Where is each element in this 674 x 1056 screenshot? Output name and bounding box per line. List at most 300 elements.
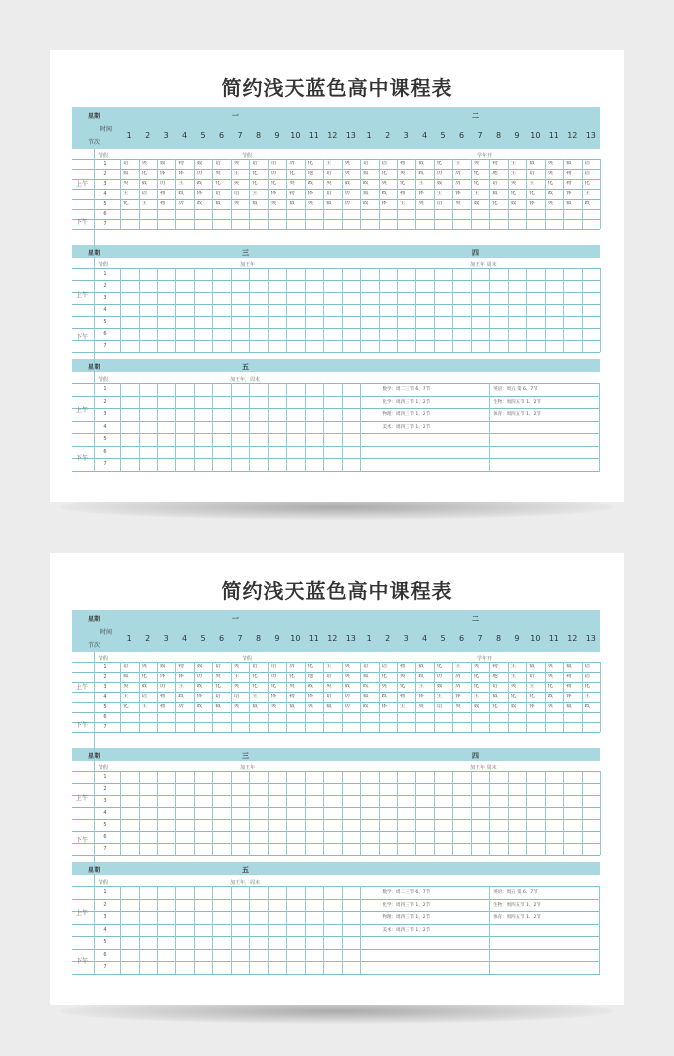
xingqi-label: 星期 [88, 364, 101, 371]
week-number: 6 [458, 131, 465, 140]
row-line [72, 672, 600, 673]
period-number: 2 [103, 786, 107, 792]
course-cell: 生 [584, 694, 591, 699]
period-number: 5 [103, 436, 107, 442]
course-cell: 英 [344, 664, 351, 669]
jieci-label: 节次 [88, 642, 101, 649]
course-cell: 政 [363, 181, 369, 186]
course-cell: 体 [307, 191, 314, 196]
course-cell: 历 [178, 201, 184, 206]
course-cell: 语 [326, 674, 332, 679]
week-number: 6 [218, 131, 225, 140]
row-line [72, 795, 600, 796]
course-cell: 数 [289, 704, 295, 709]
column-line [249, 159, 250, 229]
timetable-sheet [72, 107, 600, 475]
course-cell: 化 [252, 181, 258, 186]
course-cell: 历 [436, 674, 443, 679]
schedule-note: 生物：周四五节 1、2节 [493, 902, 541, 908]
period-number: 4 [103, 191, 107, 197]
period-number: 3 [103, 684, 107, 690]
course-cell: 语 [436, 201, 443, 206]
course-cell: 数 [363, 694, 369, 699]
column-line [286, 159, 287, 229]
course-cell: 数 [141, 181, 148, 186]
column-line [526, 771, 527, 855]
week-number: 2 [385, 634, 391, 643]
course-cell: 英 [418, 704, 424, 709]
course-cell: 体 [418, 694, 424, 699]
week-number: 13 [585, 131, 596, 140]
column-line [231, 159, 232, 229]
course-cell: 数 [473, 704, 480, 709]
jieci-label: 节次 [88, 139, 101, 146]
period-number: 2 [103, 398, 107, 405]
week-number: 10 [290, 131, 301, 140]
course-cell: 历 [455, 674, 461, 679]
period-number: 6 [103, 951, 107, 958]
course-cell: 英 [510, 181, 517, 186]
column-line [563, 268, 564, 352]
course-cell: 数 [566, 664, 572, 669]
course-cell: 语 [363, 664, 369, 669]
course-cell: 数 [436, 181, 443, 186]
course-cell: 生 [141, 201, 148, 206]
course-cell: 生 [123, 191, 129, 196]
week-number: 8 [255, 634, 262, 643]
row-line [72, 159, 600, 160]
course-cell: 政 [584, 201, 591, 206]
course-cell: 体 [307, 694, 314, 699]
column-line [120, 383, 121, 471]
course-cell: 生 [399, 704, 406, 709]
period-number: 7 [103, 221, 107, 227]
column-line [212, 886, 213, 974]
course-cell: 地 [307, 674, 314, 679]
column-line [415, 159, 416, 229]
column-line [599, 886, 600, 974]
column-line [231, 771, 232, 855]
day-label: 三 [242, 249, 249, 257]
course-cell: 生 [584, 191, 591, 196]
week-number: 8 [495, 634, 502, 643]
course-cell: 语 [141, 694, 148, 699]
course-cell: 化 [252, 684, 258, 689]
course-cell: 政 [418, 674, 424, 679]
row-line [72, 189, 600, 190]
course-cell: 历 [344, 201, 351, 206]
column-line [175, 268, 176, 352]
course-cell: 地 [492, 674, 498, 679]
course-cell: 历 [344, 704, 351, 709]
column-line [194, 268, 195, 352]
week-number: 11 [308, 131, 319, 140]
week-number: 13 [345, 131, 356, 140]
course-cell: 政 [363, 704, 369, 709]
course-cell: 物 [492, 664, 498, 669]
course-cell: 生 [326, 664, 332, 669]
column-line [379, 662, 380, 732]
course-cell: 体 [270, 694, 277, 699]
course-cell: 数 [510, 704, 517, 709]
column-line [175, 886, 176, 974]
course-cell: 物 [178, 161, 184, 166]
column-line [268, 662, 269, 732]
column-line [139, 159, 140, 229]
week-number: 9 [514, 131, 520, 140]
course-cell: 政 [196, 684, 203, 689]
column-line [360, 383, 361, 471]
course-cell: 语 [584, 674, 591, 679]
row-line [72, 855, 600, 856]
column-line [508, 771, 509, 855]
course-cell: 生 [252, 191, 258, 196]
column-line [231, 886, 232, 974]
course-cell: 数 [473, 201, 480, 206]
course-cell: 化 [529, 191, 535, 196]
row-line [72, 383, 600, 384]
course-cell: 语 [215, 191, 221, 196]
am-label: 上午 [76, 795, 89, 802]
day-label: 五 [242, 866, 249, 874]
course-cell: 生 [326, 161, 332, 166]
row-line [72, 722, 600, 723]
column-line [157, 268, 158, 352]
subhead-label: 加王年 [240, 765, 256, 771]
row-line [72, 924, 600, 925]
subhead-label: 加王年 周末 [470, 262, 497, 268]
course-cell: 体 [381, 704, 388, 709]
timetable-card [50, 50, 624, 502]
row-line [72, 783, 600, 784]
period-number: 2 [103, 674, 107, 680]
column-line [415, 662, 416, 732]
course-cell: 生 [233, 674, 240, 679]
week-number: 6 [218, 634, 225, 643]
course-cell: 化 [123, 201, 129, 206]
course-cell: 化 [252, 674, 258, 679]
course-cell: 化 [510, 694, 517, 699]
period-number: 6 [103, 834, 107, 840]
week-number: 5 [200, 131, 206, 140]
period-number: 2 [103, 171, 107, 177]
week-number: 10 [530, 131, 541, 140]
pm-label: 下午 [76, 334, 89, 341]
course-cell: 物 [566, 684, 572, 689]
course-cell: 数 [492, 694, 498, 699]
course-cell: 数 [326, 201, 332, 206]
course-cell: 数 [566, 201, 572, 206]
column-line [526, 662, 527, 732]
course-cell: 化 [307, 161, 314, 166]
column-line [94, 149, 95, 471]
column-line [175, 159, 176, 229]
course-cell: 英 [547, 674, 554, 679]
week-number: 7 [237, 131, 243, 140]
course-cell: 化 [270, 181, 277, 186]
column-line [600, 268, 601, 352]
course-cell: 生 [529, 181, 535, 186]
column-line [342, 886, 343, 974]
subhead-label: 学年开 [477, 656, 493, 662]
course-cell: 英 [381, 684, 388, 689]
course-cell: 历 [159, 181, 166, 186]
course-cell: 化 [270, 684, 277, 689]
week-number: 1 [126, 131, 132, 140]
course-cell: 化 [473, 684, 480, 689]
column-line [323, 771, 324, 855]
course-cell: 历 [196, 674, 203, 679]
course-cell: 英 [233, 161, 240, 166]
course-cell: 英 [326, 181, 332, 186]
header-band [72, 748, 600, 761]
row-line [72, 169, 600, 170]
course-cell: 数 [529, 664, 535, 669]
row-line [72, 316, 600, 317]
subhead-label: 加王年 周末 [470, 765, 497, 771]
column-line [489, 268, 490, 352]
course-cell: 化 [399, 684, 406, 689]
period-number: 5 [103, 822, 107, 828]
subhead-label: 节假 [242, 656, 253, 662]
course-cell: 数 [510, 201, 517, 206]
course-cell: 数 [326, 704, 332, 709]
column-line [212, 662, 213, 732]
row-line [72, 843, 600, 844]
course-cell: 地 [307, 171, 314, 176]
course-cell: 化 [584, 684, 591, 689]
course-cell: 生 [123, 694, 129, 699]
timetable-card [50, 553, 624, 1005]
column-line [360, 886, 361, 974]
course-cell: 体 [566, 694, 572, 699]
column-line [323, 662, 324, 732]
column-line [305, 383, 306, 471]
row-line [72, 712, 600, 713]
period-number: 3 [103, 295, 107, 301]
subhead-left: 节假 [98, 765, 109, 771]
column-line [323, 383, 324, 471]
course-cell: 历 [344, 694, 351, 699]
course-cell: 数 [566, 161, 572, 166]
column-line [94, 652, 95, 974]
pm-label: 下午 [76, 837, 89, 844]
course-cell: 语 [123, 161, 129, 166]
row-line [72, 682, 600, 683]
row-line [72, 340, 600, 341]
column-line [157, 662, 158, 732]
course-cell: 政 [547, 191, 554, 196]
column-line [471, 662, 472, 732]
column-line [397, 268, 398, 352]
course-cell: 化 [141, 171, 148, 176]
column-line [157, 383, 158, 471]
course-cell: 英 [233, 181, 240, 186]
subhead-label: 学年开 [477, 153, 493, 159]
header-band [72, 862, 600, 875]
week-number: 2 [145, 131, 151, 140]
course-cell: 物 [399, 694, 406, 699]
course-cell: 化 [399, 181, 406, 186]
column-line [139, 771, 140, 855]
course-cell: 历 [436, 171, 443, 176]
course-cell: 语 [529, 674, 535, 679]
column-line [360, 662, 361, 732]
column-line [545, 771, 546, 855]
course-cell: 英 [399, 674, 406, 679]
course-cell: 政 [418, 171, 424, 176]
column-line [434, 159, 435, 229]
column-line [323, 886, 324, 974]
column-line [360, 268, 361, 352]
period-number: 4 [103, 423, 107, 430]
column-line [305, 771, 306, 855]
week-number: 6 [458, 634, 465, 643]
course-cell: 英 [547, 664, 554, 669]
course-cell: 化 [473, 674, 480, 679]
course-cell: 英 [455, 704, 461, 709]
course-cell: 化 [381, 674, 388, 679]
column-line [582, 159, 583, 229]
column-line [508, 159, 509, 229]
subhead-left: 节假 [98, 262, 109, 268]
course-cell: 化 [473, 171, 480, 176]
course-cell: 英 [307, 201, 314, 206]
week-number: 3 [163, 131, 169, 140]
course-cell: 语 [584, 161, 591, 166]
course-cell: 物 [399, 191, 406, 196]
course-cell: 化 [547, 181, 554, 186]
day-label: 四 [472, 752, 479, 760]
week-number: 12 [567, 131, 578, 140]
row-line [72, 268, 600, 269]
week-number: 12 [327, 634, 338, 643]
column-line [563, 662, 564, 732]
xingqi-label: 星期 [88, 867, 101, 874]
subhead-label: 加王年 [240, 262, 256, 268]
column-line [379, 159, 380, 229]
course-cell: 英 [307, 704, 314, 709]
row-line [72, 304, 600, 305]
course-cell: 英 [399, 171, 406, 176]
course-cell: 历 [455, 171, 461, 176]
course-cell: 英 [344, 171, 351, 176]
course-cell: 体 [529, 704, 535, 709]
column-line [434, 771, 435, 855]
week-label: 时间 [100, 629, 113, 636]
column-line [471, 159, 472, 229]
column-line [600, 771, 601, 855]
course-cell: 政 [178, 694, 184, 699]
course-cell: 英 [123, 684, 129, 689]
am-label: 上午 [76, 181, 89, 188]
course-cell: 英 [123, 181, 129, 186]
week-number: 3 [403, 131, 409, 140]
week-number: 12 [327, 131, 338, 140]
course-cell: 数 [566, 704, 572, 709]
course-cell: 语 [492, 181, 498, 186]
period-number: 7 [103, 964, 107, 970]
period-number: 7 [103, 343, 107, 349]
course-cell: 政 [178, 191, 184, 196]
course-cell: 英 [344, 161, 351, 166]
period-number: 1 [103, 271, 107, 277]
week-number: 7 [477, 131, 483, 140]
column-line [157, 886, 158, 974]
column-line [305, 886, 306, 974]
course-cell: 语 [270, 664, 277, 669]
row-line [72, 458, 600, 459]
column-line [175, 383, 176, 471]
column-line [397, 662, 398, 732]
column-line [249, 662, 250, 732]
course-cell: 英 [547, 201, 554, 206]
day-label: 四 [472, 249, 479, 257]
course-cell: 生 [141, 704, 148, 709]
course-cell: 语 [436, 704, 443, 709]
column-line [231, 662, 232, 732]
period-number: 1 [103, 386, 107, 392]
course-cell: 语 [584, 171, 591, 176]
row-line [72, 352, 600, 353]
column-line [120, 159, 121, 229]
row-line [72, 702, 600, 703]
week-number: 5 [440, 131, 446, 140]
course-cell: 生 [529, 684, 535, 689]
course-cell: 化 [123, 704, 129, 709]
column-line [249, 383, 250, 471]
week-number: 9 [514, 634, 520, 643]
column-line [452, 662, 453, 732]
week-number: 7 [477, 634, 483, 643]
row-line [72, 328, 600, 329]
course-cell: 数 [196, 664, 203, 669]
course-cell: 英 [547, 161, 554, 166]
course-cell: 物 [399, 664, 406, 669]
week-number: 4 [422, 634, 428, 643]
course-cell: 生 [233, 171, 240, 176]
course-cell: 物 [178, 664, 184, 669]
course-cell: 化 [436, 664, 443, 669]
course-cell: 历 [344, 191, 351, 196]
header-band [72, 245, 600, 258]
course-cell: 英 [215, 171, 221, 176]
schedule-note: 英语：周五 第 6、7节 [493, 890, 538, 895]
row-line [72, 831, 600, 832]
period-number: 2 [103, 283, 107, 289]
course-cell: 历 [289, 664, 295, 669]
subhead-left: 节假 [98, 153, 109, 159]
course-cell: 英 [289, 181, 295, 186]
course-cell: 语 [381, 161, 388, 166]
column-line [489, 383, 490, 471]
schedule-note: 数学：周二三节 6、7节 [382, 387, 431, 392]
course-cell: 语 [141, 191, 148, 196]
column-line [249, 886, 250, 974]
row-line [72, 662, 600, 663]
course-cell: 语 [252, 161, 258, 166]
week-number: 5 [440, 634, 446, 643]
column-line [194, 662, 195, 732]
column-line [526, 159, 527, 229]
course-cell: 语 [233, 191, 240, 196]
course-cell: 历 [196, 171, 203, 176]
column-line [434, 268, 435, 352]
xingqi-label: 星期 [88, 113, 101, 120]
column-line [268, 886, 269, 974]
course-cell: 英 [270, 704, 277, 709]
period-number: 2 [103, 901, 107, 908]
